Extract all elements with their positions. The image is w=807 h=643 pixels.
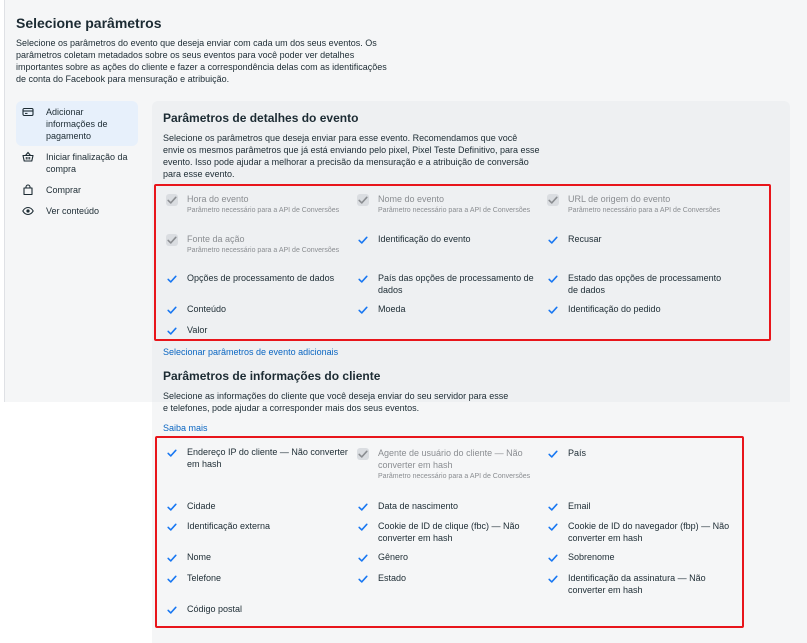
param-text — [568, 233, 602, 245]
param-checkbox-url-de-origem-do-evento — [547, 193, 731, 215]
param-text — [187, 603, 242, 615]
param-label: Cookie de ID do navegador (fbp) — Não converter em hash — [568, 521, 730, 543]
param-checkbox-hora-do-evento — [166, 193, 350, 215]
param-label: URL de origem do evento — [568, 194, 671, 204]
checkmark-icon — [357, 501, 369, 513]
param-label: Hora do evento — [187, 194, 249, 204]
param-label: Nome do evento — [378, 194, 445, 204]
param-text — [378, 447, 541, 481]
param-checkbox-nome-do-evento — [357, 193, 541, 215]
checkmark-icon — [547, 501, 559, 513]
event-details-description: Selecione os parâmetros que deseja enviar para esse evento. Recomendamos que você envie os mesmos parâmetros que já está enviando pelo pixel, Pixel Teste Definitivo, para esse evento. Isso pode ajudar a melhorar a precisão da mensuração e a atribuição de conversão para esse evento. — [163, 133, 540, 179]
param-label: Identificação externa — [187, 521, 271, 531]
param-label: Cookie de ID de clique (fbc) — Não converter em hash — [378, 521, 520, 543]
param-text — [187, 520, 270, 532]
basket-icon — [22, 151, 34, 163]
param-checkbox-recusar[interactable] — [547, 233, 731, 246]
sidebar-item-label: Adicionar informações de pagamento — [46, 107, 108, 141]
param-label: País — [568, 448, 587, 458]
param-checkbox-identificacao-do-pedido[interactable] — [547, 303, 731, 316]
param-checkbox-agente-de-usuario-do-cliente-nao-converter-em-hash — [357, 447, 541, 481]
checkmark-icon — [166, 273, 178, 285]
param-text — [187, 500, 216, 512]
param-text — [378, 272, 541, 296]
param-label: Data de nascimento — [378, 501, 459, 511]
checkmark-icon — [357, 194, 369, 206]
checkmark-icon — [357, 552, 369, 564]
checkmark-icon — [166, 573, 178, 585]
eye-icon — [22, 205, 34, 217]
checkmark-icon — [166, 604, 178, 616]
sidebar-item-label: Comprar — [46, 185, 82, 195]
param-label: Opções de processamento de dados — [187, 273, 335, 283]
checkmark-icon — [357, 273, 369, 285]
sidebar-item-purchase[interactable] — [16, 179, 138, 200]
param-label: Cidade — [187, 501, 216, 511]
param-text — [568, 500, 591, 512]
param-label: Conteúdo — [187, 304, 227, 314]
checkmark-icon — [547, 521, 559, 533]
checkmark-icon — [166, 325, 178, 337]
param-label: Estado das opções de processamento de dados — [568, 273, 722, 295]
learn-more-link[interactable]: Saiba mais — [163, 423, 208, 433]
param-text — [187, 193, 339, 215]
param-required-note: Parâmetro necessário para a API de Conversões — [568, 207, 721, 214]
param-checkbox-cidade[interactable] — [166, 500, 350, 513]
checkmark-icon — [357, 304, 369, 316]
param-label: Gênero — [378, 552, 409, 562]
checkmark-icon — [547, 234, 559, 246]
param-text — [378, 551, 408, 563]
param-label: Nome — [187, 552, 212, 562]
param-text — [568, 447, 586, 459]
param-label: Endereço IP do cliente — Não converter em hash — [187, 447, 348, 469]
param-text — [568, 551, 615, 563]
checkmark-icon — [547, 194, 559, 206]
param-text — [568, 272, 731, 296]
param-checkbox-pais[interactable] — [547, 447, 731, 460]
checkmark-icon — [357, 448, 369, 460]
param-checkbox-telefone[interactable] — [166, 572, 350, 585]
param-text — [187, 233, 339, 255]
param-checkbox-valor[interactable] — [166, 324, 350, 337]
param-checkbox-cookie-de-id-do-navegador-fbp-nao-converter-em-hash[interactable] — [547, 520, 731, 544]
checkmark-icon — [166, 447, 178, 459]
param-label: Telefone — [187, 573, 222, 583]
param-checkbox-cookie-de-id-de-clique-fbc-nao-converter-em-hash[interactable] — [357, 520, 541, 544]
param-text — [378, 233, 471, 245]
page-background-lower — [0, 402, 152, 643]
param-text — [568, 193, 720, 215]
checkmark-icon — [166, 304, 178, 316]
param-label: Agente de usuário do cliente — Não converter em hash — [378, 448, 523, 470]
param-required-note: Parâmetro necessário para a API de Conversões — [187, 247, 340, 254]
checkmark-icon — [547, 573, 559, 585]
param-text — [187, 303, 226, 315]
sidebar-item-initiate-checkout[interactable] — [16, 146, 138, 179]
param-label: Fonte da ação — [187, 234, 245, 244]
checkmark-icon — [357, 234, 369, 246]
param-checkbox-sobrenome[interactable] — [547, 551, 731, 564]
param-checkbox-estado-das-opcoes-de-processamento-de-dados[interactable] — [547, 272, 731, 296]
param-label: Estado — [378, 573, 407, 583]
param-text — [378, 520, 541, 544]
param-text — [378, 572, 406, 584]
param-checkbox-data-de-nascimento[interactable] — [357, 500, 541, 513]
shopping-bag-icon — [22, 184, 34, 196]
param-text — [187, 572, 221, 584]
param-required-note: Parâmetro necessário para a API de Conversões — [378, 207, 531, 214]
param-checkbox-genero[interactable] — [357, 551, 541, 564]
checkmark-icon — [166, 552, 178, 564]
sidebar-item-label: Ver conteúdo — [46, 206, 100, 216]
checkmark-icon — [357, 573, 369, 585]
param-text — [378, 303, 406, 315]
param-checkbox-identificacao-do-evento[interactable] — [357, 233, 541, 246]
param-text — [187, 551, 211, 563]
param-checkbox-moeda[interactable] — [357, 303, 541, 316]
event-sidebar — [16, 101, 138, 221]
param-label: Código postal — [187, 604, 243, 614]
checkmark-icon — [166, 501, 178, 513]
param-label: Moeda — [378, 304, 406, 314]
checkmark-icon — [166, 194, 178, 206]
select-additional-event-params-link[interactable]: Selecionar parâmetros de evento adicionais — [163, 347, 339, 357]
checkmark-icon — [547, 448, 559, 460]
sidebar-item-label: Iniciar finalização da compra — [46, 152, 128, 174]
param-checkbox-estado[interactable] — [357, 572, 541, 585]
param-checkbox-nome[interactable] — [166, 551, 350, 564]
param-label: Identificação do pedido — [568, 304, 661, 314]
checkmark-icon — [547, 304, 559, 316]
param-label: Identificação do evento — [378, 234, 471, 244]
event-details-title: Parâmetros de detalhes do evento — [163, 111, 359, 125]
param-checkbox-identificacao-da-assinatura-nao-converter-em-hash[interactable] — [547, 572, 731, 596]
param-text — [187, 272, 334, 284]
checkmark-icon — [166, 521, 178, 533]
param-text — [378, 193, 530, 215]
param-label: Sobrenome — [568, 552, 615, 562]
param-checkbox-codigo-postal[interactable] — [166, 603, 350, 616]
sidebar-item-add-payment-info[interactable] — [16, 101, 138, 146]
param-text — [568, 572, 731, 596]
param-required-note: Parâmetro necessário para a API de Conversões — [378, 473, 531, 480]
param-text — [187, 446, 350, 470]
page-description: Selecione os parâmetros do evento que deseja enviar com cada um dos seus eventos. Os parâmetros coletam metadados sobre os seus eventos para você poder ver detalhes importantes sobre as ações do cliente e fazer a correspondência delas com as identificações de conta do Facebook para mensuração e atribuição. — [16, 38, 387, 84]
checkmark-icon — [547, 552, 559, 564]
param-text — [378, 500, 458, 512]
param-checkbox-opcoes-de-processamento-de-dados[interactable] — [166, 272, 350, 285]
param-label: Identificação da assinatura — Não converter em hash — [568, 573, 706, 595]
param-required-note: Parâmetro necessário para a API de Conversões — [187, 207, 340, 214]
param-label: Valor — [187, 325, 208, 335]
checkmark-icon — [547, 273, 559, 285]
param-label: Recusar — [568, 234, 602, 244]
page-title: Selecione parâmetros — [16, 15, 162, 31]
customer-info-title: Parâmetros de informações do cliente — [163, 369, 381, 383]
param-checkbox-fonte-da-acao — [166, 233, 350, 255]
sidebar-item-view-content[interactable] — [16, 200, 138, 221]
param-checkbox-email[interactable] — [547, 500, 731, 513]
param-checkbox-identificacao-externa[interactable] — [166, 520, 350, 533]
param-text — [568, 303, 661, 315]
param-checkbox-endereco-ip-do-cliente-nao-converter-em-hash[interactable] — [166, 446, 350, 470]
credit-card-icon — [22, 106, 34, 118]
customer-info-description: Selecione as informações do cliente que você deseja enviar do seu servidor para esse e telefones, pode ajudar a corresponder mais dos seus eventos. — [163, 391, 509, 413]
param-label: Email — [568, 501, 591, 511]
checkmark-icon — [166, 234, 178, 246]
checkmark-icon — [357, 521, 369, 533]
param-checkbox-pais-das-opcoes-de-processamento-de-dados[interactable] — [357, 272, 541, 296]
param-checkbox-conteudo[interactable] — [166, 303, 350, 316]
param-text — [187, 324, 207, 336]
param-text — [568, 520, 731, 544]
param-label: País das opções de processamento de dados — [378, 273, 534, 295]
